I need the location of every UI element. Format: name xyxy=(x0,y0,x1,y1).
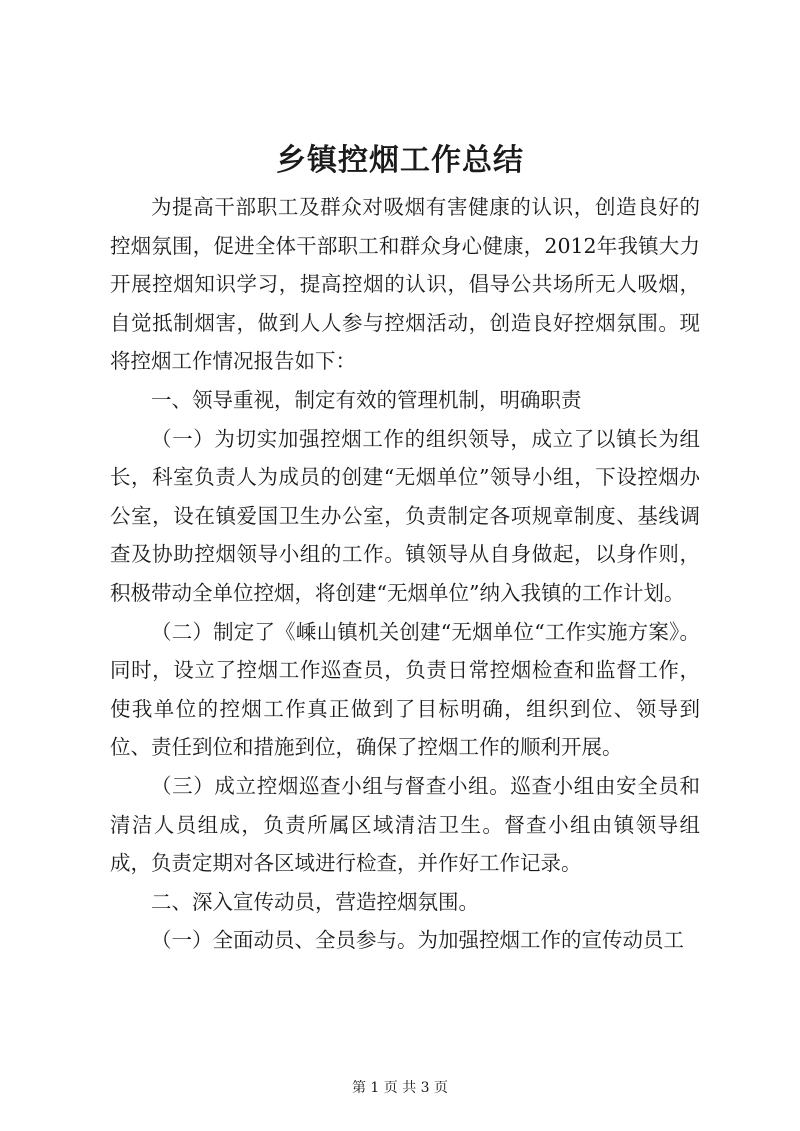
document-body xyxy=(110,188,700,960)
page-number: 第 1 页 共 3 页 xyxy=(351,1080,449,1096)
paragraph-2-1: （一）全面动员、全员参与。为加强控烟工作的宣传动员工 xyxy=(151,928,684,953)
paragraph-1-3: （三）成立控烟巡查小组与督查小组。巡查小组由安全员和清洁人员组成，负责所属区域清洁卫生。督查小组由镇领导组成，负责定期对各区域进行检查，并作好工作记录。 xyxy=(110,773,700,876)
document-title: 乡镇控烟工作总结 xyxy=(276,143,524,178)
paragraph-1-2: （二）制定了《嵊山镇机关创建“无烟单位“工作实施方案》。同时，设立了控烟工作巡查员，负责日常控烟检查和监督工作，使我单位的控烟工作真正做到了目标明确，组织到位、领导到位、责任到位和措施到位，确保了控烟工作的顺利开展。 xyxy=(110,619,700,760)
section-heading-2: 二、深入宣传动员，营造控烟氛围。 xyxy=(151,889,479,914)
paragraph-1-1: （一）为切实加强控烟工作的组织领导，成立了以镇长为组长，科室负责人为成员的创建“无烟单位”领导小组，下设控烟办公室，设在镇爱国卫生办公室，负责制定各项规章制度、基线调查及协助控烟领导小组的工作。镇领导从自身做起，以身作则，积极带动全单位控烟，将创建“无烟单位”纳入我镇的工作计划。 xyxy=(110,426,700,605)
section-heading-1: 一、领导重视，制定有效的管理机制，明确职责 xyxy=(151,387,582,412)
paragraph-intro: 为提高干部职工及群众对吸烟有害健康的认识，创造良好的控烟氛围，促进全体干部职工和群众身心健康，2012年我镇大力开展控烟知识学习，提高控烟的认识，倡导公共场所无人吸烟，自觉抵制烟害，做到人人参与控烟活动，创造良好控烟氛围。现将控烟工作情况报告如下： xyxy=(110,195,700,374)
